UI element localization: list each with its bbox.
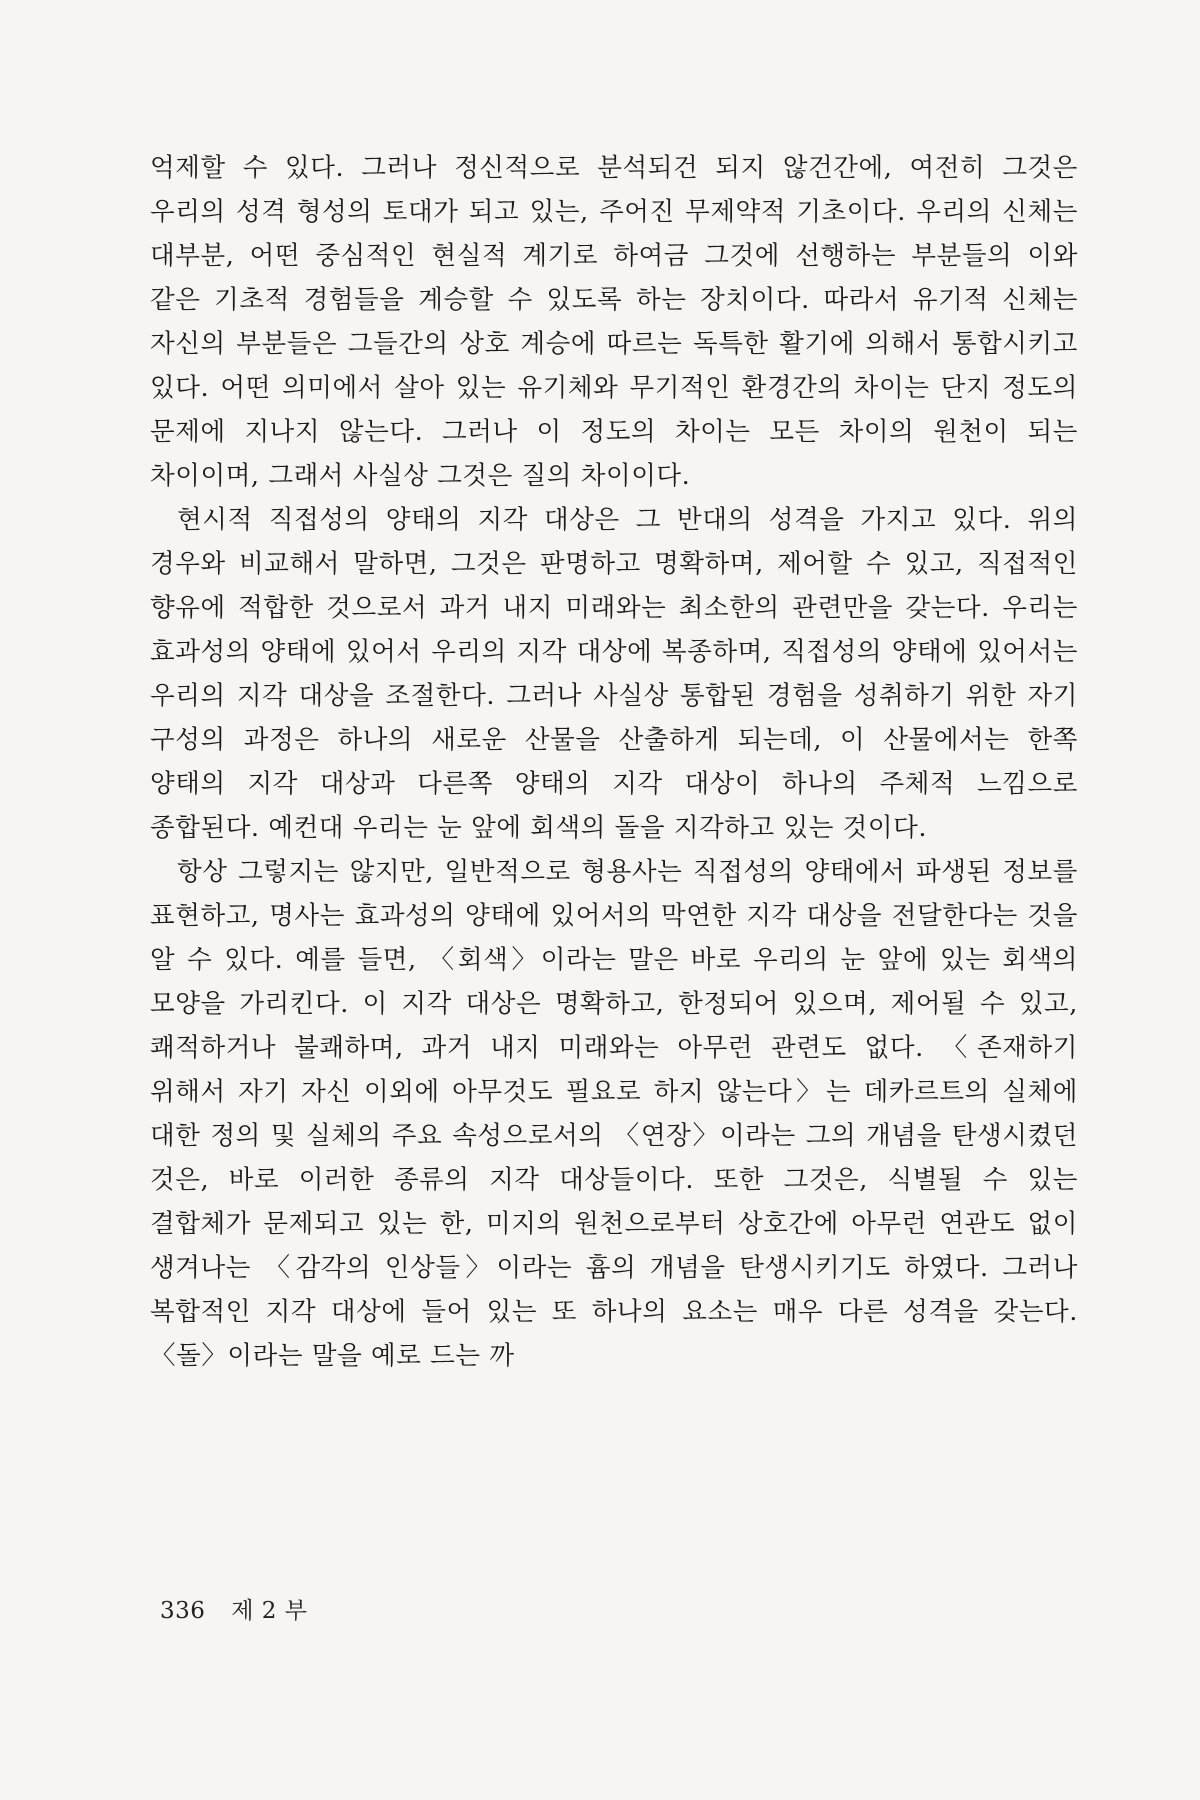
page-footer — [160, 1592, 307, 1625]
paragraph-1: 억제할 수 있다. 그러나 정신적으로 분석되건 되지 않건간에, 여전히 그것은 우리의 성격 형성의 토대가 되고 있는, 주어진 무제약적 기초이다. 우리의 신체는 대부분, 어떤 중심적인 현실적 계기로 하여금 그것에 선행하는 부분들의 이와 같은 기초적 경험들을 계승할 수 있도록 하는 장치이다. 따라서 유기적 신체는 자신의 부분들은 그들간의 상호 계승에 따르는 독특한 활기에 의해서 통합시키고 있다. 어떤 의미에서 살아 있는 유기체와 무기적인 환경간의 차이는 단지 정도의 문제에 지나지 않는다. 그러나 이 정도의 차이는 모든 차이의 원천이 되는 차이이며, 그래서 사실상 그것은 질의 차이이다. — [150, 153, 1078, 491]
paragraph-2: 현시적 직접성의 양태의 지각 대상은 그 반대의 성격을 가지고 있다. 위의 경우와 비교해서 말하면, 그것은 판명하고 명확하며, 제어할 수 있고, 직접적인 향유에 적합한 것으로서 과거 내지 미래와는 최소한의 관련만을 갖는다. 우리는 효과성의 양태에 있어서 우리의 지각 대상에 복종하며, 직접성의 양태에 있어서는 우리의 지각 대상을 조절한다. 그러나 사실상 통합된 경험을 성취하기 위한 자기 구성의 과정은 하나의 새로운 산물을 산출하게 되는데, 이 산물에서는 한쪽 양태의 지각 대상과 다른쪽 양태의 지각 대상이 하나의 주체적 느낌으로 종합된다. 예컨대 우리는 눈 앞에 회색의 돌을 지각하고 있는 것이다. — [150, 505, 1078, 843]
paragraph-3: 항상 그렇지는 않지만, 일반적으로 형용사는 직접성의 양태에서 파생된 정보를 표현하고, 명사는 효과성의 양태에 있어서의 막연한 지각 대상을 전달한다는 것을 알 수 있다. 예를 들면, 〈회색〉이라는 말은 바로 우리의 눈 앞에 있는 회색의 모양을 가리킨다. 이 지각 대상은 명확하고, 한정되어 있으며, 제어될 수 있고, 쾌적하거나 불쾌하며, 과거 내지 미래와는 아무런 관련도 없다. 〈존재하기 위해서 자기 자신 이외에 아무것도 필요로 하지 않는다〉는 데카르트의 실체에 대한 정의 및 실체의 주요 속성으로서의 〈연장〉이라는 그의 개념을 탄생시켰던 것은, 바로 이러한 종류의 지각 대상들이다. 또한 그것은, 식별될 수 있는 결합체가 문제되고 있는 한, 미지의 원천으로부터 상호간에 아무런 연관도 없이 생겨나는 〈감각의 인상들〉이라는 흄의 개념을 탄생시키기도 하였다. 그러나 복합적인 지각 대상에 들어 있는 또 하나의 요소는 매우 다른 성격을 갖는다. 〈돌〉이라는 말을 예로 드는 까 — [150, 857, 1078, 1371]
body-text — [150, 146, 1078, 1378]
section-label: 제 2 부 — [231, 1598, 308, 1624]
page-number: 336 — [160, 1598, 206, 1624]
